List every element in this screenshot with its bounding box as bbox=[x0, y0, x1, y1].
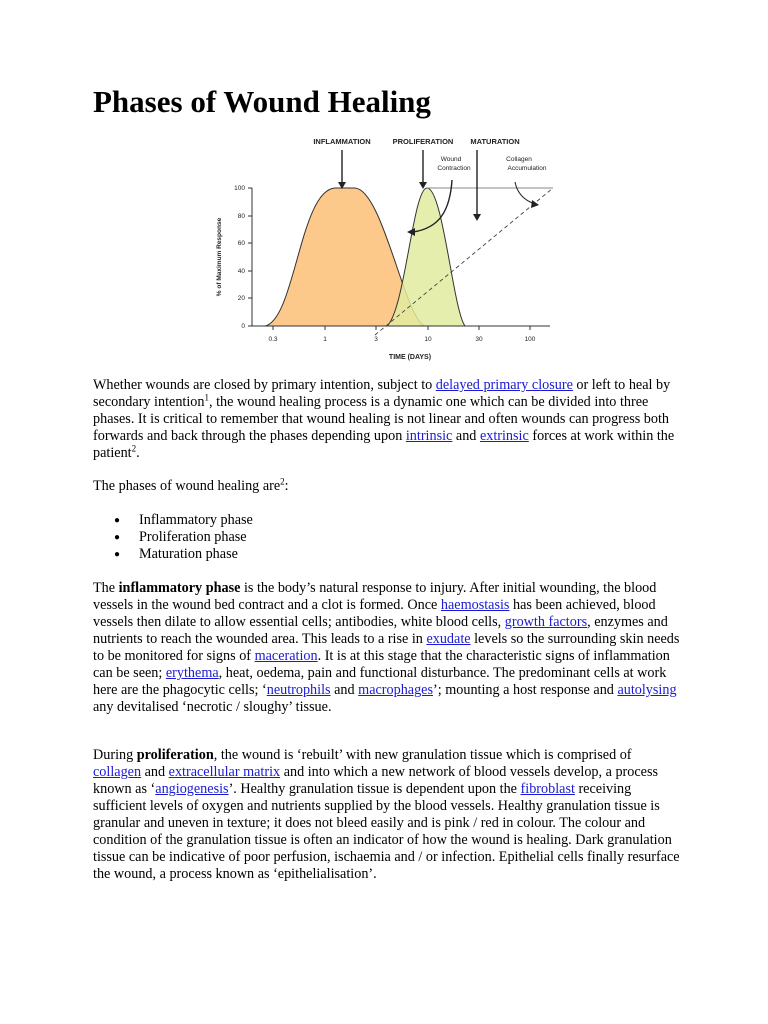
wound-healing-diagram bbox=[205, 130, 565, 365]
list-item bbox=[93, 529, 253, 546]
text-run: receiving sufficient levels of oxygen and nutrients supplied by the blood vessels. Healthy granulation tissue is granular and uneven in texture; it does not bleed easily and is pink / red in colour. The colour and condition of the granulation tissue is often an indicator of how the wound is healing. Dark granulation tissue can be indicative of poor perfusion, ischaemia and / or infection. Epithelial cells finally resurface the wound, a process known as ‘epithelialisation’. bbox=[93, 781, 680, 882]
text-run: levels so the surrounding skin needs to be monitored for signs of bbox=[93, 631, 680, 664]
text-run: The phases of wound healing are bbox=[93, 478, 281, 494]
text-run: , enzymes and nutrients to reach the wounded area. This leads to a rise in bbox=[93, 614, 668, 647]
text-run: , heat, oedema, pain and functional disturbance. The predominant cells at work here are the phagocytic cells; ‘ bbox=[93, 665, 667, 698]
proliferation-curve bbox=[387, 188, 465, 326]
text-run: : bbox=[284, 478, 289, 494]
y-tick-label: 0 bbox=[241, 323, 245, 330]
text-run: has been achieved, blood vessels then dilate to allow essential cells; antibodies, white blood cells, bbox=[93, 597, 656, 630]
text-run: . bbox=[136, 445, 140, 461]
list-item-label: Proliferation phase bbox=[139, 529, 247, 545]
text-run: ’; mounting a host response and bbox=[433, 682, 618, 698]
link-extrinsic[interactable]: extrinsic bbox=[479, 428, 529, 444]
x-tick-label: 1 bbox=[323, 336, 327, 343]
intro-paragraph bbox=[93, 377, 683, 462]
list-item-label: Inflammatory phase bbox=[139, 512, 253, 528]
annotation-collagen: Collagen bbox=[506, 156, 532, 163]
text-run: and bbox=[141, 764, 169, 780]
x-tick-label: 10 bbox=[424, 336, 432, 343]
phases-list bbox=[93, 512, 253, 563]
bold-term: proliferation bbox=[136, 747, 214, 763]
link-fibroblast[interactable]: fibroblast bbox=[520, 781, 575, 797]
link-haemostasis[interactable]: haemostasis bbox=[440, 597, 510, 613]
annotation-accumulation: Accumulation bbox=[507, 165, 547, 172]
bullet-icon: ● bbox=[114, 515, 121, 526]
link-extracellular-matrix[interactable]: extracellular matrix bbox=[168, 764, 281, 780]
proliferation-paragraph bbox=[93, 747, 683, 883]
text-run: and bbox=[330, 682, 359, 698]
link-growth-factors[interactable]: growth factors bbox=[504, 614, 588, 630]
phase-label-inflammation: INFLAMMATION bbox=[313, 137, 371, 146]
list-item bbox=[93, 512, 253, 529]
list-item-label: Maturation phase bbox=[139, 546, 238, 562]
text-run: and bbox=[452, 428, 480, 444]
phases-intro bbox=[93, 478, 683, 495]
x-tick-label: 3 bbox=[374, 336, 378, 343]
bullet-icon: ● bbox=[114, 532, 121, 543]
link-macrophages[interactable]: macrophages bbox=[358, 682, 434, 698]
text-run: any devitalised ‘necrotic / sloughy’ tissue. bbox=[93, 699, 332, 715]
footnote-ref: 2 bbox=[131, 443, 137, 454]
text-run: During bbox=[93, 747, 137, 763]
link-autolysing[interactable]: autolysing bbox=[617, 682, 677, 698]
phase-label-maturation: MATURATION bbox=[470, 137, 520, 146]
text-run: forces at work within the patient bbox=[93, 428, 675, 461]
text-run: or left to heal by secondary intention bbox=[93, 377, 671, 410]
text-run: , the wound is ‘rebuilt’ with new granulation tissue which is comprised of bbox=[213, 747, 632, 763]
link-erythema[interactable]: erythema bbox=[165, 665, 219, 681]
phase-label-proliferation: PROLIFERATION bbox=[392, 137, 454, 146]
footnote-ref: 1 bbox=[204, 392, 209, 403]
bullet-icon: ● bbox=[114, 549, 121, 560]
y-tick-label: 80 bbox=[237, 213, 245, 220]
footnote-ref: 2 bbox=[280, 476, 285, 487]
link-maceration[interactable]: maceration bbox=[254, 648, 318, 664]
annotation-wound: Wound bbox=[440, 156, 462, 163]
x-tick-label: 30 bbox=[475, 336, 483, 343]
y-tick-label: 20 bbox=[237, 295, 245, 302]
text-run: ’. Healthy granulation tissue is dependent upon the bbox=[228, 781, 521, 797]
text-run: Whether wounds are closed by primary intention, subject to bbox=[93, 377, 436, 393]
y-axis-label: % of Maximum Response bbox=[216, 217, 223, 297]
link-neutrophils[interactable]: neutrophils bbox=[266, 682, 331, 698]
link-delayed-primary-closure[interactable]: delayed primary closure bbox=[435, 377, 573, 393]
inflammatory-paragraph bbox=[93, 580, 683, 716]
phases-diagram-svg bbox=[205, 130, 565, 365]
text-run: . It is at this stage that the characteristic signs of inflammation can be seen; bbox=[93, 648, 670, 681]
annotation-contraction: Contraction bbox=[437, 165, 471, 172]
list-item bbox=[93, 546, 253, 563]
x-tick-label: 0.3 bbox=[268, 336, 278, 343]
text-run: The bbox=[93, 580, 119, 596]
text-run: , the wound healing process is a dynamic one which can be divided into three phases. It is critical to remember that wound healing is not linear and often wounds can progress both forwards and back through the phases depending upon bbox=[93, 394, 670, 444]
link-angiogenesis[interactable]: angiogenesis bbox=[155, 781, 229, 797]
text-run: is the body’s natural response to injury. After initial wounding, the blood vessels in the wound bed contract and a clot is formed. Once bbox=[93, 580, 657, 613]
text-run: and into which a new network of blood vessels develop, a process known as ‘ bbox=[93, 764, 658, 797]
y-tick-label: 40 bbox=[237, 268, 245, 275]
x-tick-label: 100 bbox=[524, 336, 536, 343]
link-exudate[interactable]: exudate bbox=[426, 631, 471, 647]
y-tick-label: 60 bbox=[237, 240, 245, 247]
link-intrinsic[interactable]: intrinsic bbox=[405, 428, 453, 444]
link-collagen[interactable]: collagen bbox=[93, 764, 142, 780]
x-axis-label: TIME (DAYS) bbox=[388, 354, 432, 361]
y-tick-label: 100 bbox=[234, 185, 245, 192]
bold-term: inflammatory phase bbox=[118, 580, 241, 596]
page-title: Phases of Wound Healing bbox=[93, 84, 431, 119]
